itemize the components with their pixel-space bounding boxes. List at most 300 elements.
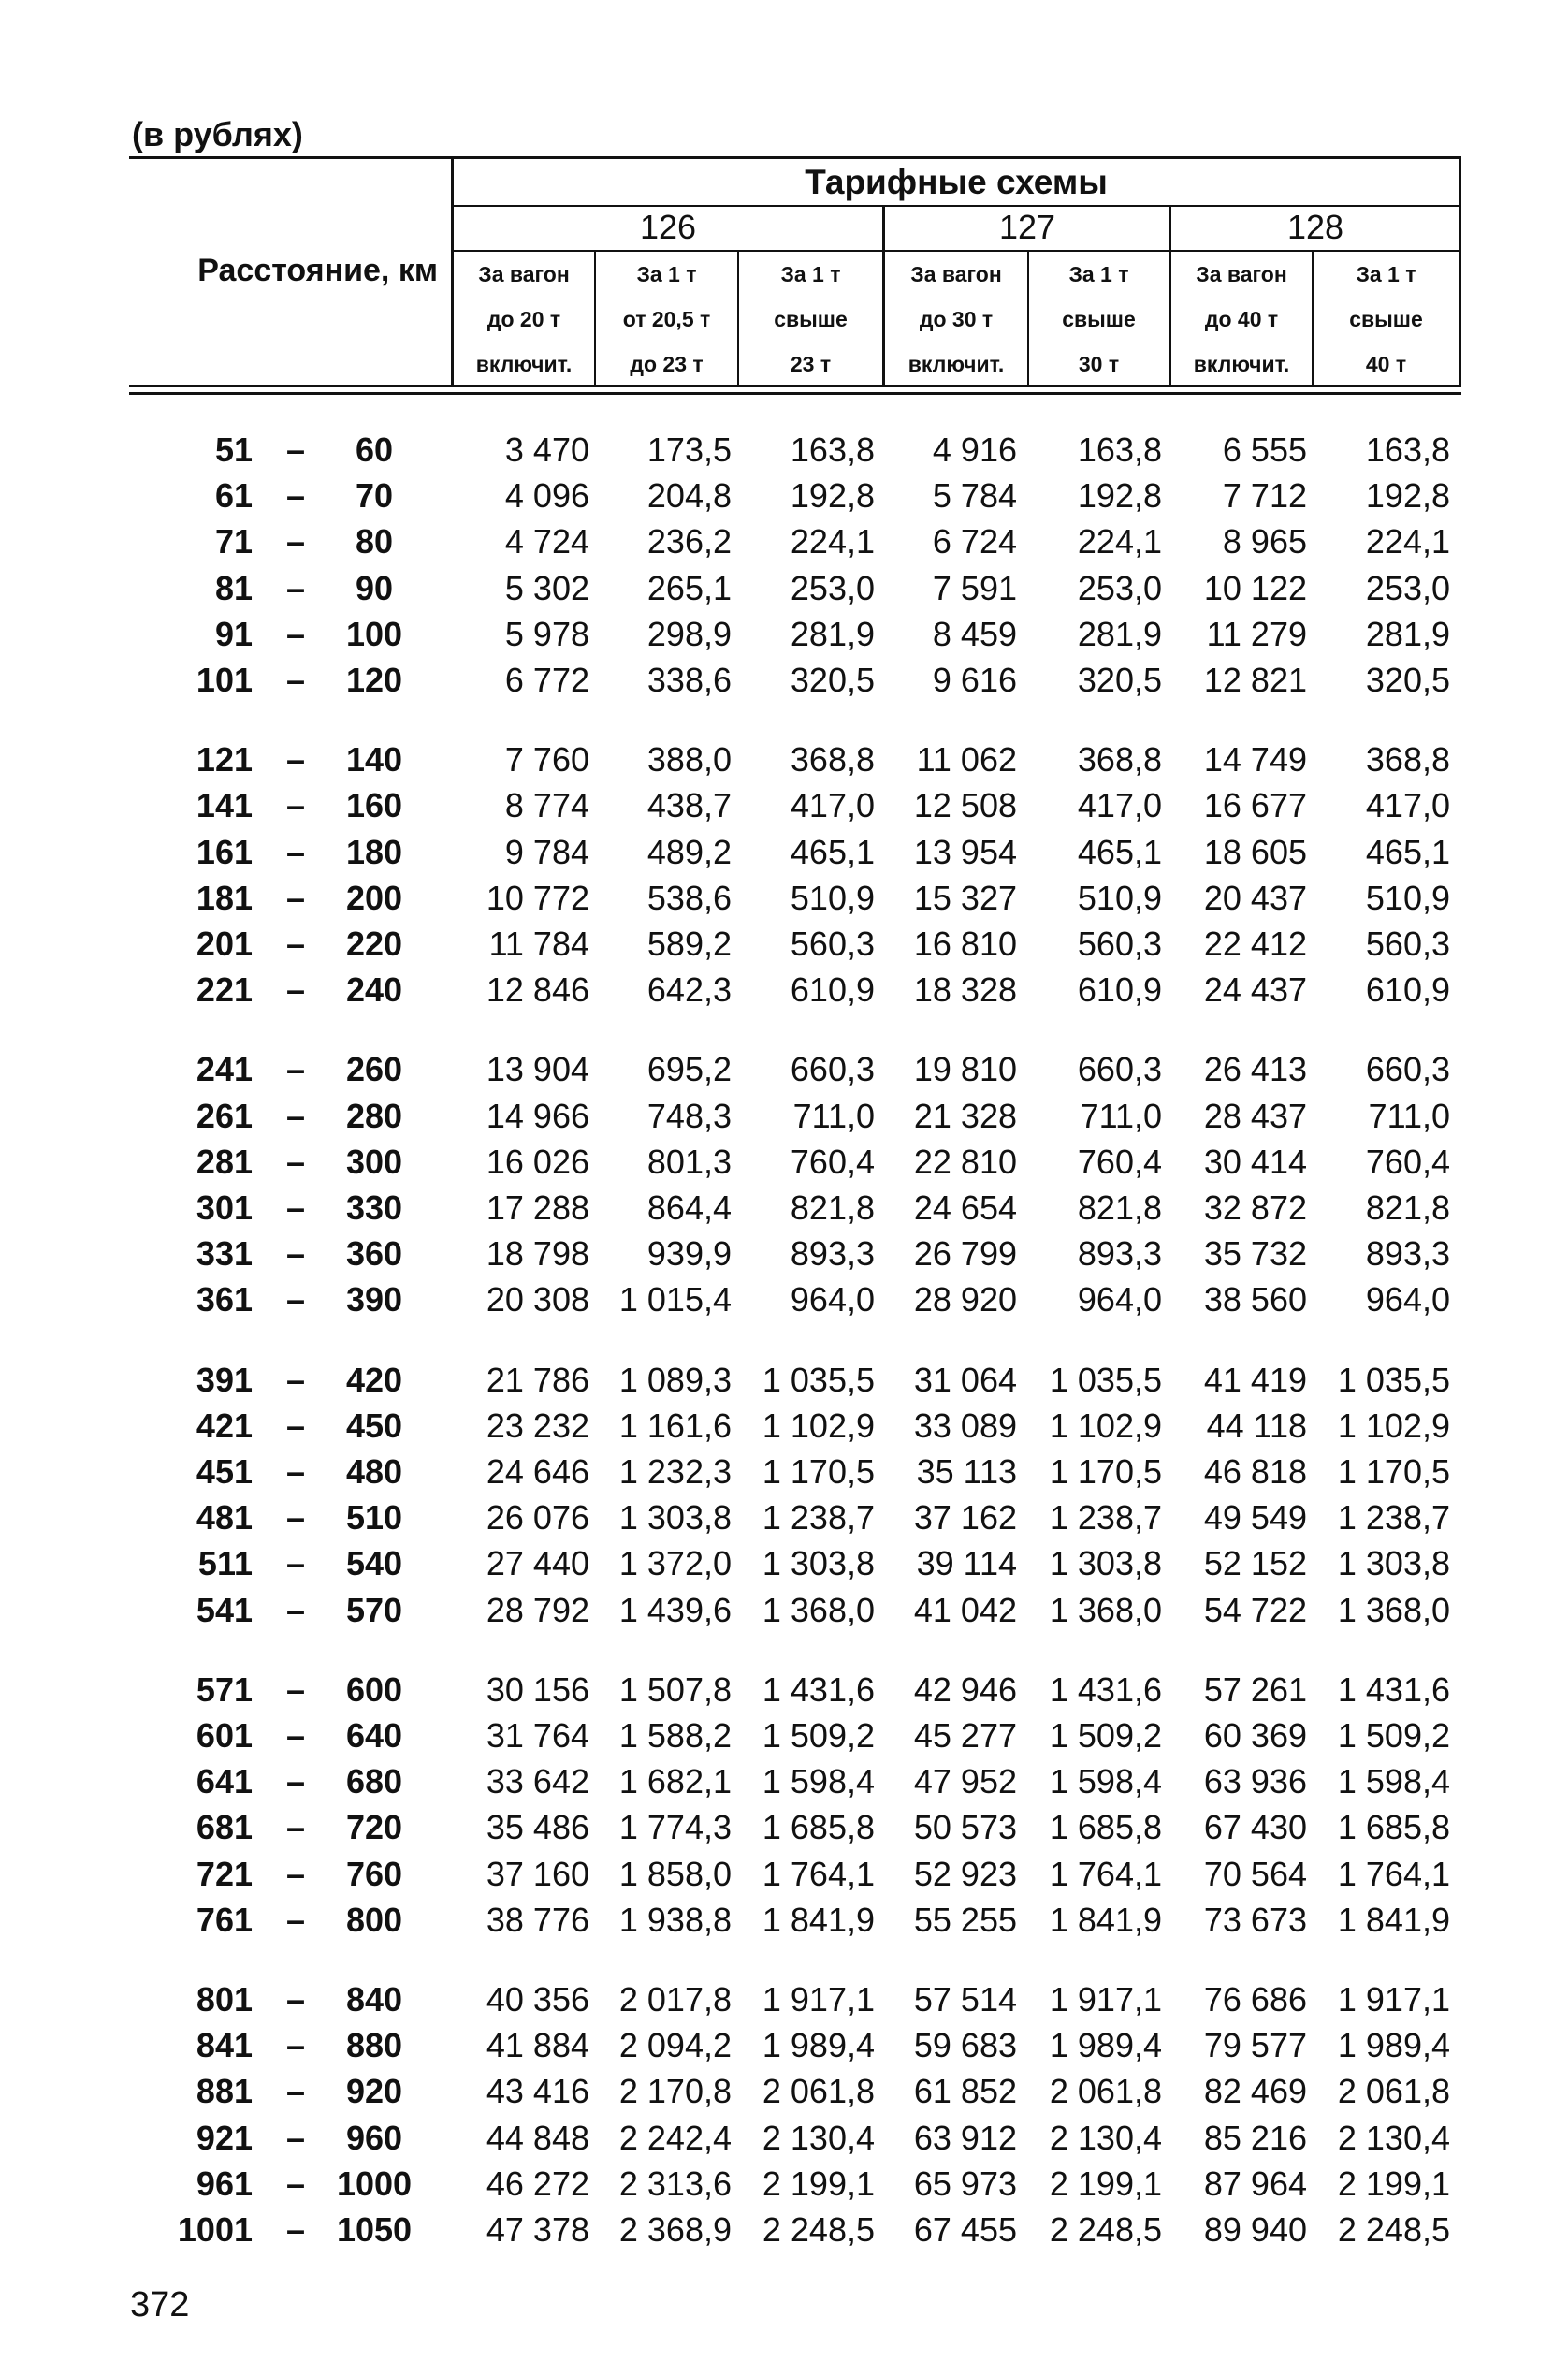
tariff-value: 76 686 bbox=[1203, 1980, 1307, 2019]
column-header-line: 30 т bbox=[1078, 352, 1120, 376]
tariff-value: 253,0 bbox=[790, 569, 875, 607]
tariff-value: 1 764,1 bbox=[762, 1855, 875, 1893]
table-row bbox=[0, 2161, 1568, 2207]
tariff-value: 18 605 bbox=[1203, 833, 1307, 871]
range-dash: – bbox=[285, 1050, 306, 1088]
table-row bbox=[0, 2068, 1568, 2114]
range-dash: – bbox=[285, 1498, 306, 1537]
tariff-value: 253,0 bbox=[1077, 569, 1162, 607]
tariff-value: 2 199,1 bbox=[762, 2165, 875, 2203]
table-row bbox=[0, 875, 1568, 921]
tariff-value: 1 938,8 bbox=[618, 1901, 732, 1939]
tariff-value: 40 356 bbox=[486, 1980, 589, 2019]
table-row bbox=[0, 2115, 1568, 2161]
table-row bbox=[0, 1357, 1568, 1403]
tariff-value: 173,5 bbox=[646, 430, 732, 469]
distance-to: 360 bbox=[345, 1234, 403, 1273]
tariff-value: 1 368,0 bbox=[1337, 1591, 1450, 1629]
tariff-value: 26 413 bbox=[1203, 1050, 1307, 1088]
tariff-value: 893,3 bbox=[1077, 1234, 1162, 1273]
table-row bbox=[0, 1897, 1568, 1943]
table-row bbox=[0, 782, 1568, 828]
tariff-value: 1 685,8 bbox=[1337, 1808, 1450, 1846]
distance-to: 70 bbox=[355, 476, 394, 515]
tariff-value: 224,1 bbox=[1077, 522, 1162, 561]
tariff-value: 2 017,8 bbox=[618, 1980, 732, 2019]
distance-from: 241 bbox=[196, 1050, 253, 1088]
tariff-value: 44 848 bbox=[486, 2119, 589, 2157]
tariff-value: 760,4 bbox=[1365, 1143, 1450, 1181]
tariff-value: 1 685,8 bbox=[1049, 1808, 1162, 1846]
distance-from: 51 bbox=[214, 430, 253, 469]
tariff-value: 1 989,4 bbox=[1337, 2026, 1450, 2064]
tariff-value: 1 170,5 bbox=[1049, 1452, 1162, 1491]
tariff-value: 11 784 bbox=[488, 925, 589, 963]
tariff-value: 10 772 bbox=[486, 879, 589, 917]
range-dash: – bbox=[285, 2210, 306, 2249]
tariff-value: 1 509,2 bbox=[1049, 1716, 1162, 1755]
tariff-value: 1 858,0 bbox=[618, 1855, 732, 1893]
distance-to: 330 bbox=[345, 1188, 403, 1227]
tariff-value: 368,8 bbox=[1365, 740, 1450, 779]
tariff-value: 1 303,8 bbox=[618, 1498, 732, 1537]
tariff-value: 2 248,5 bbox=[1337, 2210, 1450, 2249]
tariff-value: 26 076 bbox=[486, 1498, 589, 1537]
tariff-value: 49 549 bbox=[1203, 1498, 1307, 1537]
tariff-value: 59 683 bbox=[913, 2026, 1017, 2064]
range-dash: – bbox=[285, 2026, 306, 2064]
distance-to: 720 bbox=[345, 1808, 403, 1846]
tariff-value: 1 917,1 bbox=[1337, 1980, 1450, 2019]
table-row bbox=[0, 1093, 1568, 1139]
range-dash: – bbox=[285, 970, 306, 1009]
tariff-value: 589,2 bbox=[646, 925, 732, 963]
tariff-value: 1 507,8 bbox=[618, 1670, 732, 1709]
distance-to: 180 bbox=[345, 833, 403, 871]
distance-from: 221 bbox=[196, 970, 253, 1009]
tariff-value: 1 682,1 bbox=[618, 1762, 732, 1800]
tariff-value: 7 712 bbox=[1222, 476, 1307, 515]
tariff-value: 52 923 bbox=[913, 1855, 1017, 1893]
tariff-value: 10 122 bbox=[1203, 569, 1307, 607]
tariff-value: 87 964 bbox=[1203, 2165, 1307, 2203]
tariff-value: 55 255 bbox=[913, 1901, 1017, 1939]
schemes-title: Тарифные схемы bbox=[805, 163, 1108, 201]
scheme-127: 127 bbox=[998, 208, 1056, 246]
tariff-value: 560,3 bbox=[1365, 925, 1450, 963]
range-dash: – bbox=[285, 925, 306, 963]
tariff-value: 20 308 bbox=[486, 1280, 589, 1319]
range-dash: – bbox=[285, 740, 306, 779]
tariff-value: 2 368,9 bbox=[618, 2210, 732, 2249]
tariff-value: 4 916 bbox=[932, 430, 1017, 469]
distance-from: 281 bbox=[196, 1143, 253, 1181]
distance-from: 61 bbox=[214, 476, 253, 515]
tariff-value: 3 470 bbox=[504, 430, 589, 469]
tariff-value: 1 764,1 bbox=[1049, 1855, 1162, 1893]
table-header bbox=[129, 156, 1461, 395]
tariff-value: 510,9 bbox=[790, 879, 875, 917]
tariff-value: 2 170,8 bbox=[618, 2072, 732, 2110]
column-header-line: За 1 т bbox=[636, 262, 697, 286]
distance-to: 1000 bbox=[336, 2165, 413, 2203]
page-number: 372 bbox=[130, 2285, 190, 2325]
tariff-value: 821,8 bbox=[790, 1188, 875, 1227]
tariff-value: 6 772 bbox=[504, 661, 589, 699]
tariff-value: 1 431,6 bbox=[1049, 1670, 1162, 1709]
tariff-value: 1 170,5 bbox=[1337, 1452, 1450, 1491]
tariff-value: 61 852 bbox=[913, 2072, 1017, 2110]
distance-to: 90 bbox=[355, 569, 394, 607]
table-row bbox=[0, 1231, 1568, 1276]
tariff-value: 801,3 bbox=[646, 1143, 732, 1181]
tariff-value: 1 238,7 bbox=[762, 1498, 875, 1537]
distance-from: 81 bbox=[214, 569, 253, 607]
tariff-value: 1 764,1 bbox=[1337, 1855, 1450, 1893]
tariff-value: 204,8 bbox=[646, 476, 732, 515]
range-dash: – bbox=[285, 833, 306, 871]
distance-from: 261 bbox=[196, 1097, 253, 1135]
tariff-value: 44 118 bbox=[1206, 1407, 1307, 1445]
tariff-value: 8 459 bbox=[932, 615, 1017, 653]
distance-to: 570 bbox=[345, 1591, 403, 1629]
distance-from: 481 bbox=[196, 1498, 253, 1537]
distance-to: 840 bbox=[345, 1980, 403, 2019]
column-header-line: За 1 т bbox=[1356, 262, 1416, 286]
column-header bbox=[596, 252, 737, 386]
distance-to: 960 bbox=[345, 2119, 403, 2157]
tariff-value: 1 685,8 bbox=[762, 1808, 875, 1846]
column-header-line: до 23 т bbox=[630, 352, 704, 376]
distance-from: 681 bbox=[196, 1808, 253, 1846]
tariff-value: 41 884 bbox=[486, 2026, 589, 2064]
tariff-value: 6 555 bbox=[1222, 430, 1307, 469]
tariff-value: 12 821 bbox=[1203, 661, 1307, 699]
distance-from: 71 bbox=[214, 522, 253, 561]
tariff-value: 1 035,5 bbox=[1337, 1361, 1450, 1399]
tariff-value: 33 642 bbox=[486, 1762, 589, 1800]
distance-to: 600 bbox=[345, 1670, 403, 1709]
tariff-value: 1 509,2 bbox=[762, 1716, 875, 1755]
distance-from: 181 bbox=[196, 879, 253, 917]
tariff-value: 2 061,8 bbox=[762, 2072, 875, 2110]
tariff-value: 368,8 bbox=[1077, 740, 1162, 779]
tariff-value: 2 199,1 bbox=[1049, 2165, 1162, 2203]
distance-to: 160 bbox=[345, 786, 403, 824]
tariff-value: 67 455 bbox=[913, 2210, 1017, 2249]
column-header-line: 40 т bbox=[1365, 352, 1407, 376]
tariff-value: 417,0 bbox=[1077, 786, 1162, 824]
tariff-value: 1 170,5 bbox=[762, 1452, 875, 1491]
distance-to: 200 bbox=[345, 879, 403, 917]
tariff-value: 1 989,4 bbox=[1049, 2026, 1162, 2064]
tariff-value: 9 784 bbox=[504, 833, 589, 871]
tariff-value: 5 302 bbox=[504, 569, 589, 607]
column-header bbox=[454, 252, 594, 386]
column-header-line: включит. bbox=[1193, 352, 1290, 376]
tariff-value: 47 378 bbox=[486, 2210, 589, 2249]
range-dash: – bbox=[285, 1808, 306, 1846]
tariff-value: 24 646 bbox=[486, 1452, 589, 1491]
column-header-line: до 20 т bbox=[486, 307, 561, 331]
tariff-value: 1 161,6 bbox=[618, 1407, 732, 1445]
range-dash: – bbox=[285, 1762, 306, 1800]
tariff-value: 1 431,6 bbox=[1337, 1670, 1450, 1709]
tariff-value: 964,0 bbox=[1077, 1280, 1162, 1319]
tariff-value: 2 248,5 bbox=[1049, 2210, 1162, 2249]
tariff-value: 14 966 bbox=[486, 1097, 589, 1135]
tariff-value: 1 439,6 bbox=[618, 1591, 732, 1629]
tariff-value: 18 798 bbox=[486, 1234, 589, 1273]
column-header bbox=[885, 252, 1027, 386]
tariff-value: 26 799 bbox=[913, 1234, 1017, 1273]
distance-from: 141 bbox=[196, 786, 253, 824]
distance-from: 301 bbox=[196, 1188, 253, 1227]
tariff-value: 1 238,7 bbox=[1049, 1498, 1162, 1537]
tariff-value: 821,8 bbox=[1077, 1188, 1162, 1227]
range-dash: – bbox=[285, 569, 306, 607]
table-row bbox=[0, 2207, 1568, 2252]
tariff-value: 2 061,8 bbox=[1337, 2072, 1450, 2110]
tariff-value: 465,1 bbox=[1077, 833, 1162, 871]
tariff-value: 298,9 bbox=[646, 615, 732, 653]
distance-from: 761 bbox=[196, 1901, 253, 1939]
tariff-value: 46 272 bbox=[486, 2165, 589, 2203]
tariff-value: 39 114 bbox=[916, 1544, 1017, 1582]
distance-to: 80 bbox=[355, 522, 394, 561]
tariff-value: 2 313,6 bbox=[618, 2165, 732, 2203]
distance-from: 1001 bbox=[177, 2210, 253, 2249]
tariff-value: 1 232,3 bbox=[618, 1452, 732, 1491]
tariff-value: 20 437 bbox=[1203, 879, 1307, 917]
column-header bbox=[1171, 252, 1312, 386]
tariff-value: 2 199,1 bbox=[1337, 2165, 1450, 2203]
distance-to: 800 bbox=[345, 1901, 403, 1939]
tariff-value: 821,8 bbox=[1365, 1188, 1450, 1227]
table-row bbox=[0, 1713, 1568, 1758]
range-dash: – bbox=[285, 1143, 306, 1181]
tariff-value: 281,9 bbox=[1365, 615, 1450, 653]
tariff-value: 560,3 bbox=[1077, 925, 1162, 963]
distance-to: 390 bbox=[345, 1280, 403, 1319]
range-dash: – bbox=[285, 786, 306, 824]
tariff-value: 8 965 bbox=[1222, 522, 1307, 561]
tariff-value: 1 841,9 bbox=[762, 1901, 875, 1939]
tariff-value: 610,9 bbox=[790, 970, 875, 1009]
scheme-126: 126 bbox=[639, 208, 697, 246]
tariff-value: 7 591 bbox=[932, 569, 1017, 607]
tariff-value: 24 654 bbox=[913, 1188, 1017, 1227]
table-row bbox=[0, 1046, 1568, 1092]
tariff-value: 28 792 bbox=[486, 1591, 589, 1629]
distance-column-label: Расстояние, км bbox=[197, 253, 438, 288]
tariff-value: 63 936 bbox=[1203, 1762, 1307, 1800]
tariff-value: 6 724 bbox=[932, 522, 1017, 561]
range-dash: – bbox=[285, 430, 306, 469]
tariff-value: 12 508 bbox=[913, 786, 1017, 824]
distance-to: 510 bbox=[345, 1498, 403, 1537]
table-row bbox=[0, 1851, 1568, 1897]
tariff-value: 19 810 bbox=[913, 1050, 1017, 1088]
table-row bbox=[0, 1540, 1568, 1586]
tariff-value: 12 846 bbox=[486, 970, 589, 1009]
distance-to: 280 bbox=[345, 1097, 403, 1135]
distance-from: 541 bbox=[196, 1591, 253, 1629]
tariff-value: 281,9 bbox=[1077, 615, 1162, 653]
tariff-value: 711,0 bbox=[792, 1097, 875, 1135]
tariff-value: 711,0 bbox=[1080, 1097, 1162, 1135]
table-row bbox=[0, 1403, 1568, 1449]
distance-to: 920 bbox=[345, 2072, 403, 2110]
table-row bbox=[0, 1139, 1568, 1185]
range-dash: – bbox=[285, 1670, 306, 1709]
tariff-value: 11 279 bbox=[1206, 615, 1307, 653]
distance-to: 120 bbox=[345, 661, 403, 699]
column-header-line: 23 т bbox=[790, 352, 832, 376]
column-header-line: За вагон bbox=[910, 262, 1002, 286]
tariff-value: 35 113 bbox=[916, 1452, 1017, 1491]
tariff-value: 748,3 bbox=[646, 1097, 732, 1135]
tariff-value: 35 486 bbox=[486, 1808, 589, 1846]
distance-from: 571 bbox=[196, 1670, 253, 1709]
distance-to: 1050 bbox=[336, 2210, 413, 2249]
distance-from: 511 bbox=[197, 1544, 253, 1582]
tariff-value: 438,7 bbox=[646, 786, 732, 824]
table-row bbox=[0, 427, 1568, 473]
tariff-value: 57 261 bbox=[1203, 1670, 1307, 1709]
distance-to: 880 bbox=[345, 2026, 403, 2064]
tariff-value: 320,5 bbox=[790, 661, 875, 699]
tariff-value: 253,0 bbox=[1365, 569, 1450, 607]
tariff-value: 1 368,0 bbox=[1049, 1591, 1162, 1629]
tariff-value: 660,3 bbox=[790, 1050, 875, 1088]
tariff-value: 17 288 bbox=[486, 1188, 589, 1227]
tariff-value: 760,4 bbox=[790, 1143, 875, 1181]
tariff-value: 1 089,3 bbox=[618, 1361, 732, 1399]
range-dash: – bbox=[285, 2165, 306, 2203]
distance-from: 421 bbox=[196, 1407, 253, 1445]
distance-from: 641 bbox=[196, 1762, 253, 1800]
table-row bbox=[0, 1804, 1568, 1850]
tariff-value: 388,0 bbox=[646, 740, 732, 779]
table-row bbox=[0, 829, 1568, 875]
range-dash: – bbox=[285, 1901, 306, 1939]
tariff-value: 1 917,1 bbox=[1049, 1980, 1162, 2019]
tariff-value: 1 303,8 bbox=[1049, 1544, 1162, 1582]
tariff-value: 224,1 bbox=[790, 522, 875, 561]
tariff-value: 1 841,9 bbox=[1337, 1901, 1450, 1939]
tariff-value: 16 677 bbox=[1203, 786, 1307, 824]
range-dash: – bbox=[285, 2119, 306, 2157]
range-dash: – bbox=[285, 476, 306, 515]
tariff-value: 50 573 bbox=[913, 1808, 1017, 1846]
tariff-value: 1 372,0 bbox=[618, 1544, 732, 1582]
column-header bbox=[739, 252, 882, 386]
column-header-line: свыше bbox=[1349, 307, 1423, 331]
tariff-value: 964,0 bbox=[790, 1280, 875, 1319]
table-row bbox=[0, 657, 1568, 703]
distance-to: 680 bbox=[345, 1762, 403, 1800]
table-row bbox=[0, 518, 1568, 564]
tariff-value: 281,9 bbox=[790, 615, 875, 653]
tariff-value: 642,3 bbox=[646, 970, 732, 1009]
tariff-value: 70 564 bbox=[1203, 1855, 1307, 1893]
tariff-value: 192,8 bbox=[1365, 476, 1450, 515]
table-row bbox=[0, 1587, 1568, 1633]
distance-from: 201 bbox=[196, 925, 253, 963]
tariff-value: 32 872 bbox=[1203, 1188, 1307, 1227]
table-row bbox=[0, 1667, 1568, 1713]
distance-from: 361 bbox=[196, 1280, 253, 1319]
tariff-value: 7 760 bbox=[504, 740, 589, 779]
tariff-value: 22 412 bbox=[1203, 925, 1307, 963]
range-dash: – bbox=[285, 1980, 306, 2019]
tariff-value: 35 732 bbox=[1203, 1234, 1307, 1273]
tariff-value: 85 216 bbox=[1203, 2119, 1307, 2157]
tariff-value: 57 514 bbox=[913, 1980, 1017, 2019]
tariff-value: 54 722 bbox=[1203, 1591, 1307, 1629]
tariff-value: 417,0 bbox=[790, 786, 875, 824]
column-header-line: свыше bbox=[774, 307, 848, 331]
tariff-value: 38 560 bbox=[1203, 1280, 1307, 1319]
table-row bbox=[0, 611, 1568, 657]
table-row bbox=[0, 2022, 1568, 2068]
range-dash: – bbox=[285, 1855, 306, 1893]
tariff-value: 465,1 bbox=[1365, 833, 1450, 871]
tariff-value: 265,1 bbox=[646, 569, 732, 607]
tariff-value: 192,8 bbox=[1077, 476, 1162, 515]
tariff-value: 8 774 bbox=[504, 786, 589, 824]
tariff-value: 660,3 bbox=[1077, 1050, 1162, 1088]
tariff-value: 28 437 bbox=[1203, 1097, 1307, 1135]
tariff-value: 37 162 bbox=[913, 1498, 1017, 1537]
tariff-value: 163,8 bbox=[1365, 430, 1450, 469]
range-dash: – bbox=[285, 1716, 306, 1755]
tariff-value: 1 015,4 bbox=[618, 1280, 732, 1319]
column-header-line: до 30 т bbox=[919, 307, 994, 331]
range-dash: – bbox=[285, 1280, 306, 1319]
tariff-value: 5 784 bbox=[932, 476, 1017, 515]
distance-from: 921 bbox=[196, 2119, 253, 2157]
tariff-value: 1 774,3 bbox=[618, 1808, 732, 1846]
column-header bbox=[1314, 252, 1459, 386]
tariff-value: 893,3 bbox=[1365, 1234, 1450, 1273]
tariff-value: 510,9 bbox=[1077, 879, 1162, 917]
distance-to: 240 bbox=[345, 970, 403, 1009]
range-dash: – bbox=[285, 1407, 306, 1445]
distance-to: 450 bbox=[345, 1407, 403, 1445]
tariff-value: 1 989,4 bbox=[762, 2026, 875, 2064]
tariff-value: 1 368,0 bbox=[762, 1591, 875, 1629]
tariff-value: 2 130,4 bbox=[1049, 2119, 1162, 2157]
tariff-value: 660,3 bbox=[1365, 1050, 1450, 1088]
column-header bbox=[1029, 252, 1169, 386]
tariff-value: 224,1 bbox=[1365, 522, 1450, 561]
tariff-value: 24 437 bbox=[1203, 970, 1307, 1009]
column-header-line: включит. bbox=[475, 352, 573, 376]
tariff-value: 30 156 bbox=[486, 1670, 589, 1709]
tariff-value: 65 973 bbox=[913, 2165, 1017, 2203]
range-dash: – bbox=[285, 1452, 306, 1491]
distance-to: 760 bbox=[345, 1855, 403, 1893]
tariff-value: 538,6 bbox=[646, 879, 732, 917]
tariff-value: 79 577 bbox=[1203, 2026, 1307, 2064]
tariff-value: 30 414 bbox=[1203, 1143, 1307, 1181]
table-row bbox=[0, 1494, 1568, 1540]
column-header-line: За 1 т bbox=[1068, 262, 1129, 286]
tariff-value: 18 328 bbox=[913, 970, 1017, 1009]
distance-from: 451 bbox=[196, 1452, 253, 1491]
